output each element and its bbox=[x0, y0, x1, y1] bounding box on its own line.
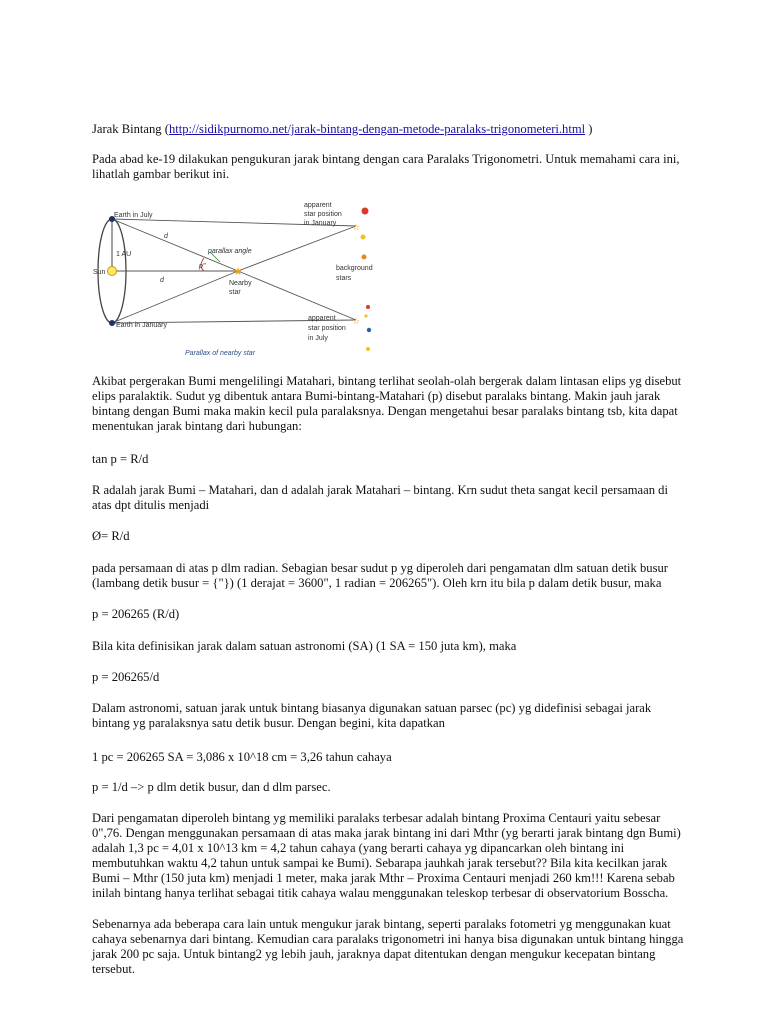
paragraph-5: Dalam astronomi, satuan jarak untuk bintang biasanya digunakan satuan parsec (pc) yg didefinisi sebagai jarak bintang yg paralaksnya satu detik busur. Dengan begini, kita dapatkan bbox=[92, 701, 652, 730]
label-apparent-jul-2: star position bbox=[308, 325, 346, 332]
label-earth-january: Earth in January bbox=[116, 322, 167, 329]
label-earth-july: Earth in July bbox=[114, 212, 153, 219]
diagram-caption: Parallax of nearby star bbox=[185, 350, 256, 357]
label-background-1: background bbox=[336, 265, 373, 272]
label-apparent-jul-1: apparent bbox=[308, 315, 336, 322]
parallax-diagram bbox=[92, 196, 392, 366]
title-prefix: Jarak Bintang ( bbox=[92, 122, 169, 136]
label-p-symbol: p" bbox=[199, 263, 206, 270]
equation-6: p = 1/d –> p dlm detik busur, dan d dlm parsec. bbox=[92, 780, 331, 794]
equation-5: 1 pc = 206265 SA = 3,086 x 10^18 cm = 3,26 tahun cahaya bbox=[92, 750, 392, 764]
label-parallax-angle: parallax angle bbox=[208, 248, 252, 255]
nearby-star-icon: ★ bbox=[233, 266, 243, 278]
background-star-orange-icon bbox=[362, 255, 367, 260]
equation-1: tan p = R/d bbox=[92, 452, 149, 466]
earth-january-dot bbox=[109, 320, 115, 326]
label-au: 1 AU bbox=[116, 251, 132, 258]
intro-paragraph: Pada abad ke-19 dilakukan pengukuran jarak bintang dengan cara Paralaks Trigonometri. Untuk memahami cara ini, lihatlah gambar berikut ini. bbox=[92, 152, 680, 181]
line-jan-to-star bbox=[112, 271, 238, 323]
apparent-jul-star-icon: ☆ bbox=[351, 316, 361, 326]
paragraph-6: Dari pengamatan diperoleh bintang yg memiliki paralaks terbesar adalah bintang Proxima Centauri yaitu sebesar 0",76. Dengan menggunakan persamaan di atas maka jarak bintang ini dari Mthr (yg berarti jarak bintang dgn Bumi) adalah 1,3 pc = 4,01 x 10^13 km = 4,2 tahun cahaya (yang berarti cahaya yg dipancarkan oleh bintang ini membutuhkan waktu 4,2 tahun untuk sampai ke Bumi). Sebarapa jauhkah jarak tersebut?? Bila kita kecilkan jarak Bumi – Mthr (150 juta km) menjadi 1 meter, maka jarak Mthr – Proxima Centauri menjadi 260 km!!! Karena sebab inilah bintang hanya terlihat sebagai titik cahaya walau menggunakan teleskop terbesar di observatorium Bosscha. bbox=[92, 811, 681, 900]
title-suffix: ) bbox=[585, 122, 593, 136]
label-d-bottom: d bbox=[160, 277, 164, 284]
paragraph-2: R adalah jarak Bumi – Matahari, dan d adalah jarak Matahari – bintang. Krn sudut theta sangat kecil persamaan di atas dpt ditulis menjadi bbox=[92, 483, 668, 512]
equation-4: p = 206265/d bbox=[92, 670, 160, 684]
title-line bbox=[92, 122, 690, 137]
label-apparent-jul-3: in July bbox=[308, 335, 328, 342]
equation-2: Ø= R/d bbox=[92, 529, 130, 543]
label-apparent-jan-3: in January bbox=[304, 220, 337, 227]
source-link[interactable]: http://sidikpurnomo.net/jarak-bintang-dengan-metode-paralaks-trigonometeri.html bbox=[168, 122, 586, 136]
background-star-yellow-small-icon bbox=[364, 314, 367, 317]
label-d-top: d bbox=[164, 233, 168, 240]
paragraph-4: Bila kita definisikan jarak dalam satuan astronomi (SA) (1 SA = 150 juta km), maka bbox=[92, 639, 517, 653]
paragraph-3: pada persamaan di atas p dlm radian. Sebagian besar sudut p yg diperoleh dari pengamatan dlm satuan detik busur (lambang detik busur = {"}) (1 derajat = 3600", 1 radian = 206265"). Oleh krn itu bila p dalam detik busur, maka bbox=[92, 561, 668, 590]
background-star-blue-icon bbox=[367, 328, 371, 332]
label-apparent-jan-2: star position bbox=[304, 211, 342, 218]
line-july-to-star bbox=[112, 219, 238, 271]
label-nearby-2: star bbox=[229, 289, 241, 296]
paragraph-7: Sebenarnya ada beberapa cara lain untuk mengukur jarak bintang, seperti paralaks fotometri yg menggunakan kuat cahaya sebenarnya dari bintang. Kemudian cara paralaks trigonometri ini hanya bisa digunakan untuk bintang hingga jarak 200 pc saja. Untuk bintang2 yg lebih jauh, jaraknya dapat ditentukan dengan mengukur kecepatan bintang tersebut. bbox=[92, 917, 684, 976]
label-nearby-1: Nearby bbox=[229, 280, 252, 287]
label-background-2: stars bbox=[336, 275, 352, 282]
background-star-yellow-bottom-icon bbox=[366, 347, 370, 351]
apparent-jan-star-icon: ☆ bbox=[351, 222, 361, 232]
background-star-yellow-icon bbox=[361, 235, 366, 240]
paragraph-1: Akibat pergerakan Bumi mengelilingi Matahari, bintang terlihat seolah-olah bergerak dalam lintasan elips yg disebut elips paralaktik. Sudut yg dibentuk antara Bumi-bintang-Matahari (p) disebut paralaks bintang. Makin jauh jarak bintang dengan Bumi maka makin kecil pula paralaksnya. Dengan mengetahui besar paralaks bintang tsb, kita dapat menentukan jarak bintang dari hubungan: bbox=[92, 374, 682, 433]
label-apparent-jan-1: apparent bbox=[304, 202, 332, 209]
label-sun: Sun bbox=[93, 269, 106, 276]
equation-3: p = 206265 (R/d) bbox=[92, 607, 180, 621]
background-star-red-small-icon bbox=[366, 305, 370, 309]
background-star-red-icon bbox=[362, 208, 369, 215]
sun-icon bbox=[108, 267, 117, 276]
